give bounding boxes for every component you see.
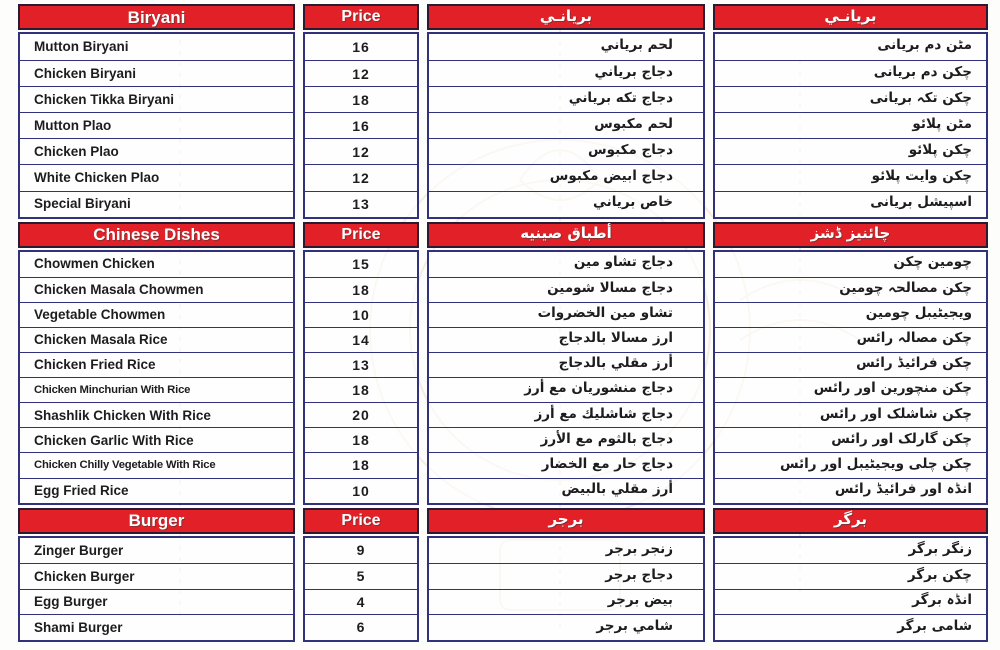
section-chinese-ur-column [713,222,988,505]
section-header-biryani-price [303,4,419,30]
menu-row [305,60,417,86]
menu-row [20,352,293,377]
menu-row [305,377,417,402]
dish-name-english: Mutton Biryani [34,39,129,55]
dish-name-urdu: چکن پلائو [908,142,972,159]
section-burger-ur-column [713,508,988,642]
dish-price: 9 [356,542,366,559]
menu-row [20,191,293,217]
dish-name-english: Zinger Burger [34,542,124,558]
dish-name-english: Shami Burger [34,619,123,635]
dish-name-urdu: مٹن پلائو [912,116,972,133]
dish-name-english: White Chicken Plao [34,170,160,186]
dish-name-urdu: چکن چلی ویجیٹیبل اور رائس [779,455,972,472]
menu-row [20,563,293,589]
menu-row [429,138,703,164]
dish-name-english: Chicken Masala Rice [34,332,168,348]
menu-row [305,138,417,164]
menu-row [20,589,293,615]
rows-box [18,536,295,642]
section-header-label: بريانـي [539,6,593,25]
menu-row [429,563,703,589]
section-chinese-en-column [18,222,295,505]
dish-name-urdu: چومین چکن [893,254,972,271]
dish-name-urdu: انڈہ اور فرائیڈ رائس [834,480,972,497]
dish-name-english: Chicken Tikka Biryani [34,91,175,107]
dish-name-urdu: ویجیٹیبل چومین [865,305,972,322]
dish-name-arabic: دجاج برياني [594,63,673,80]
rows-box [713,536,988,642]
menu-row [715,402,986,427]
dish-price: 18 [352,382,370,399]
menu-row [429,86,703,112]
rows-box [303,536,419,642]
menu-row [305,352,417,377]
dish-name-arabic: بيض برجر [607,592,673,609]
dish-name-urdu: چکن برگر [907,566,972,583]
menu-row [429,302,703,327]
dish-name-english: Chicken Masala Chowmen [34,282,204,298]
dish-price: 15 [352,256,370,273]
dish-price: 4 [356,593,366,610]
menu-row [429,377,703,402]
menu-row [429,538,703,564]
menu-row [429,327,703,352]
section-header-label: بريانـي [824,6,877,25]
menu-row [20,377,293,402]
dish-name-urdu: چکن گارلک اور رائس [831,430,972,447]
menu-row [715,478,986,503]
menu-row [20,452,293,477]
menu-row [429,252,703,277]
menu-row [715,352,986,377]
menu-row [20,86,293,112]
dish-price: 18 [352,457,370,474]
section-biryani-ur-column [713,4,988,219]
section-header-burger-ar [427,508,705,534]
dish-price: 12 [352,143,370,160]
dish-name-urdu: چکن وایت پلائو [871,168,972,185]
dish-name-urdu: چکن شاشلک اور رائس [819,405,972,422]
dish-price: 5 [356,568,366,585]
section-chinese-ar-column [427,222,705,505]
section-header-label: چائنیز ڈشز [810,224,891,243]
dish-name-english: Chicken Fried Rice [34,357,156,373]
dish-price: 13 [352,196,370,213]
dish-name-arabic: دجاج برجر [605,566,673,583]
rows-box [713,250,988,505]
section-header-label: Price [341,8,381,25]
dish-name-english: Shashlik Chicken With Rice [34,407,211,423]
menu-row [715,164,986,190]
menu-row [715,452,986,477]
dish-name-english: Mutton Plao [34,118,112,134]
dish-name-english: Chowmen Chicken [34,256,155,272]
menu-row [20,478,293,503]
section-burger-en-column [18,508,295,642]
menu-row [715,427,986,452]
menu-row [20,252,293,277]
menu-row [429,164,703,190]
menu-row [20,34,293,60]
dish-name-urdu: انڈہ برگر [912,592,972,609]
dish-name-english: Chicken Chilly Vegetable With Rice [34,458,216,471]
section-burger-price-column [303,508,419,642]
section-biryani-price-column [303,4,419,219]
menu-row [20,538,293,564]
section-header-burger-ur [713,508,988,534]
menu-row [429,112,703,138]
section-header-label: Burger [128,511,185,531]
menu-row [305,427,417,452]
section-header-burger-price [303,508,419,534]
menu-row [305,164,417,190]
dish-name-urdu: زنگر برگر [908,540,972,557]
menu-row [20,327,293,352]
dish-name-arabic: دجاج شاشليك مع أرز [534,405,673,422]
dish-name-english: Egg Fried Rice [34,482,129,498]
rows-box [18,32,295,219]
section-header-label: Biryani [127,7,186,27]
dish-name-arabic: لحم مكبوس [594,116,673,133]
rows-box [427,250,705,505]
dish-price: 18 [352,432,370,449]
dish-name-english: Chicken Biryani [34,65,137,81]
menu-row [715,538,986,564]
dish-name-arabic: لحم برياني [600,37,673,54]
menu-row [20,60,293,86]
dish-name-urdu: چکن منچورین اور رائس [813,380,972,397]
dish-name-arabic: تشاو مين الخضروات [537,305,673,322]
menu-row [715,191,986,217]
rows-box [18,250,295,505]
section-biryani-en-column [18,4,295,219]
menu-row [305,252,417,277]
menu-row [20,402,293,427]
section-header-chinese-price [303,222,419,248]
menu-row [715,277,986,302]
dish-name-urdu: مٹن دم بریانی [877,37,972,54]
menu-row [429,60,703,86]
menu-row [305,191,417,217]
menu-row [305,327,417,352]
menu-row [429,452,703,477]
dish-price: 13 [352,357,370,374]
menu-row [429,402,703,427]
dish-name-english: Special Biryani [34,196,131,212]
menu-row [305,302,417,327]
menu-row [715,563,986,589]
section-header-label: برگر [833,510,868,529]
dish-price: 6 [356,619,366,636]
menu-row [305,563,417,589]
menu-row [429,277,703,302]
menu-row [305,402,417,427]
menu-row [20,112,293,138]
section-header-label: Chinese Dishes [93,225,220,245]
section-header-biryani-en [18,4,295,30]
dish-price: 20 [352,407,370,424]
dish-name-arabic: دجاج تشاو مين [573,254,673,271]
dish-name-urdu: چکن فرائیڈ رائس [856,355,972,372]
menu-row [715,252,986,277]
dish-price: 12 [352,170,370,187]
dish-name-arabic: دجاج بالثوم مع الأرز [540,430,673,447]
dish-name-arabic: دجاج تكه برياني [568,89,673,106]
menu-row [429,34,703,60]
dish-price: 18 [352,91,370,108]
dish-name-arabic: دجاج منشوريان مع أرز [524,380,673,397]
menu-row [715,138,986,164]
menu-row [715,614,986,640]
dish-name-urdu: اسپیشل بریانی [870,194,972,211]
menu-row [20,277,293,302]
section-header-biryani-ur [713,4,988,30]
menu-row [429,478,703,503]
menu-row [715,589,986,615]
section-header-chinese-en [18,222,295,248]
menu-row [715,34,986,60]
menu-row [20,138,293,164]
section-header-biryani-ar [427,4,705,30]
dish-name-urdu: چکن تکہ بریانی [869,89,972,106]
dish-name-arabic: أرز مقلي بالبيض [561,480,673,497]
rows-box [713,32,988,219]
menu-row [305,538,417,564]
dish-name-arabic: دجاج حار مع الخضار [541,455,673,472]
dish-name-english: Vegetable Chowmen [34,307,166,323]
dish-price: 14 [352,331,370,348]
menu-row [20,614,293,640]
section-header-label: Price [341,225,381,243]
section-header-label: برجر [548,510,584,529]
menu-row [20,427,293,452]
menu-row [715,377,986,402]
menu-row [715,112,986,138]
dish-name-arabic: ارز مسالا بالدجاج [558,330,673,347]
dish-name-urdu: چکن دم بریانی [873,63,972,80]
menu-row [715,86,986,112]
section-biryani-ar-column [427,4,705,219]
dish-price: 16 [352,39,370,56]
section-header-burger-en [18,508,295,534]
dish-name-english: Chicken Burger [34,568,135,584]
section-header-label: أطباق صينيه [520,224,612,243]
menu-row [429,191,703,217]
dish-name-english: Egg Burger [34,594,108,610]
menu-row [305,589,417,615]
menu-row [305,452,417,477]
menu-row [715,302,986,327]
menu-row [305,112,417,138]
section-header-label: Price [341,511,381,529]
menu-row [305,86,417,112]
dish-name-urdu: چکن مصالحہ چومین [839,280,972,297]
menu-row [715,327,986,352]
dish-name-arabic: خاص برياني [593,194,673,211]
dish-name-arabic: زنجر برجر [605,540,673,557]
rows-box [303,250,419,505]
rows-box [303,32,419,219]
dish-name-arabic: شامي برجر [596,617,673,634]
menu-row [20,302,293,327]
menu-row [715,60,986,86]
dish-name-english: Chicken Garlic With Rice [34,432,194,448]
menu-row [305,34,417,60]
section-header-chinese-ar [427,222,705,248]
dish-name-urdu: چکن مصالہ رائس [856,330,972,347]
dish-name-arabic: دجاج مسالا شومين [547,280,673,297]
menu-row [305,277,417,302]
dish-name-english: Chicken Minchurian With Rice [34,383,191,396]
rows-box [427,32,705,219]
menu-row [305,478,417,503]
dish-name-urdu: شامی برگر [897,617,972,634]
dish-price: 16 [352,117,370,134]
dish-price: 12 [352,65,370,82]
menu-row [429,589,703,615]
dish-price: 18 [352,281,370,298]
dish-name-arabic: دجاج ابيض مكبوس [549,168,673,185]
menu-row [429,614,703,640]
rows-box [427,536,705,642]
section-burger-ar-column [427,508,705,642]
menu-row [305,614,417,640]
dish-name-arabic: دجاج مكبوس [588,142,673,159]
menu-row [429,352,703,377]
menu-row [20,164,293,190]
dish-name-arabic: أرز مقلي بالدجاج [558,355,673,372]
dish-price: 10 [352,306,370,323]
menu-row [429,427,703,452]
dish-price: 10 [352,482,370,499]
section-header-chinese-ur [713,222,988,248]
section-chinese-price-column [303,222,419,505]
dish-name-english: Chicken Plao [34,144,119,160]
